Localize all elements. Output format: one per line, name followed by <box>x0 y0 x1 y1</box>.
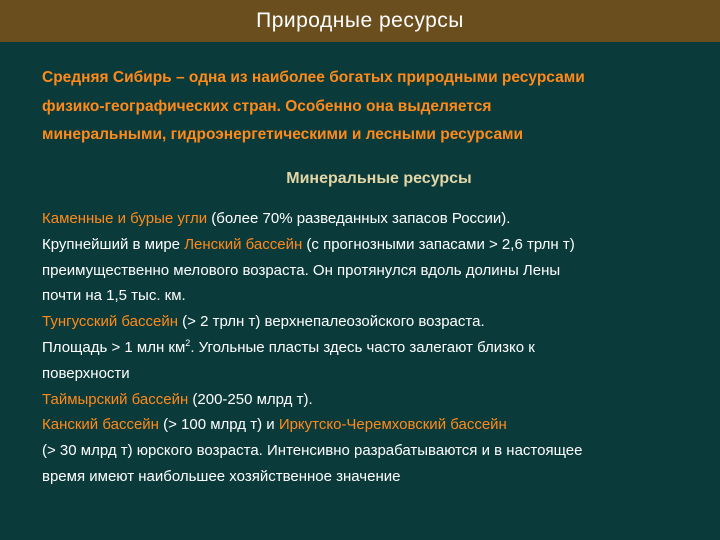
body-line-3: преимущественно мелового возраста. Он протянулся вдоль долины Лены <box>42 261 561 279</box>
coal-types-highlight: Каменные и бурые угли <box>42 210 208 227</box>
body-line-7: поверхности <box>42 364 130 382</box>
title-bar <box>0 0 720 42</box>
intro-line-3: минеральными, гидроэнергетическими и лесными ресурсами <box>42 126 524 143</box>
body-text-segment: (с прогнозными запасами > 2,6 трлн т) <box>302 235 575 253</box>
body-text-segment: Крупнейший в мире <box>42 235 185 253</box>
irkutsk-basin-highlight: Иркутско-Черемховский бассейн <box>278 416 507 434</box>
body-text-segment: (> 100 млрд т) и <box>158 416 279 434</box>
body-text-segment: (200-250 млрд т). <box>188 390 313 408</box>
intro-line-1: Средняя Сибирь – одна из наиболее богатых природными ресурсами <box>42 69 585 86</box>
section-heading: Минеральные ресурсы <box>286 170 472 187</box>
body-text <box>42 206 712 490</box>
tunguska-basin-highlight: Тунгусский бассейн <box>42 313 178 331</box>
body-text-segment: (> 2 трлн т) верхнепалеозойского возраста. <box>178 313 485 331</box>
slide-title: Природные ресурсы <box>256 9 464 32</box>
intro-paragraph <box>42 64 692 150</box>
body-line-8 <box>42 387 712 413</box>
taimyr-basin-highlight: Таймырский бассейн <box>42 390 189 408</box>
body-text-segment: . Угольные пласты здесь часто залегают близко к <box>190 338 535 356</box>
lena-basin-highlight: Ленский бассейн <box>184 235 303 253</box>
superscript: 2 <box>185 337 191 348</box>
body-line-11: время имеют наибольшее хозяйственное значение <box>42 467 401 485</box>
body-line-9 <box>42 412 712 438</box>
kansk-basin-highlight: Канский бассейн <box>42 416 159 434</box>
intro-line-2: физико-географических стран. Особенно она выделяется <box>42 97 492 115</box>
body-line-5 <box>42 309 712 335</box>
body-text-segment: (более 70% разведанных запасов России). <box>207 210 511 227</box>
body-line-4: почти на 1,5 тыс. км. <box>42 287 186 305</box>
body-line-1 <box>42 206 712 232</box>
body-line-6 <box>42 335 712 361</box>
body-text-segment: Площадь > 1 млн км <box>42 338 186 356</box>
body-line-10: (> 30 млрд т) юрского возраста. Интенсивно разрабатываются и в настоящее <box>42 442 583 460</box>
body-line-2 <box>42 232 712 258</box>
